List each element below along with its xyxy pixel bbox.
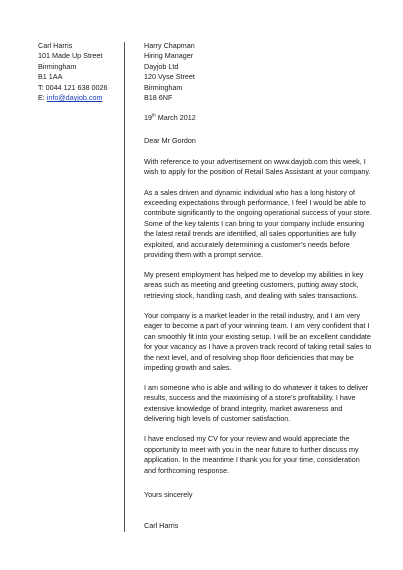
sender-address-line: 101 Made Up Street bbox=[38, 51, 103, 61]
recipient-address-block bbox=[144, 41, 344, 103]
sender-email-row bbox=[38, 93, 120, 103]
sender-postcode: B1 1AA bbox=[38, 72, 63, 82]
closing-line: Yours sincerely bbox=[144, 490, 193, 499]
body-paragraph: My present employment has helped me to develop my abilities in key areas such as meeting and greeting customers, putting away stock, retrieving stock, handling cash, and dealing with sales transactions. bbox=[144, 270, 364, 300]
letter-date bbox=[144, 113, 196, 123]
body-paragraph: I have enclosed my CV for your review and would appreciate the opportunity to meet with you in the near future to further discuss my application. In the meantime I thank you for your time, consideration and forthcoming response. bbox=[144, 434, 360, 475]
sender-email-prefix: E: bbox=[38, 93, 47, 103]
sender-phone: T: 0044 121 638 0026 bbox=[38, 82, 108, 92]
body-paragraph: As a sales driven and dynamic individual who has a long history of exceeding expectations through performance, I feel I would be able to contribute significantly to the ongoing operational success of your store. Some of the key talents I can bring to your company include ensuring the latest retail trends are identified, all sales opportunities are fully exploited, and accurately determining a customer’s needs before providing them with a prompt service. bbox=[144, 187, 372, 259]
vertical-divider bbox=[124, 42, 125, 532]
recipient-title: Hiring Manager bbox=[144, 51, 194, 61]
sender-city: Birmingham bbox=[38, 61, 77, 71]
sender-address-block bbox=[38, 41, 120, 103]
recipient-name: Harry Chapman bbox=[144, 41, 195, 50]
letter-body bbox=[144, 157, 372, 486]
body-paragraph: I am someone who is able and willing to do whatever it takes to deliver results, success and the maximising of a store’s profitability. I have extensive knowledge of brand integrity, market awareness and delivering high levels of customer satisfaction. bbox=[144, 383, 369, 424]
sender-name: Carl Harris bbox=[38, 41, 73, 50]
recipient-city: Birmingham bbox=[144, 82, 183, 92]
recipient-address-line: 120 Vyse Street bbox=[144, 72, 195, 82]
body-paragraph: With reference to your advertisement on www.dayjob.com this week, I wish to apply for the position of Retail Sales Assistant at your company. bbox=[144, 157, 371, 177]
date-month-year: March 2012 bbox=[155, 113, 196, 122]
recipient-postcode: B18 6NF bbox=[144, 93, 173, 103]
date-day: 19 bbox=[144, 113, 152, 122]
signature-name: Carl Harris bbox=[144, 521, 179, 530]
sender-email-link[interactable]: info@dayjob.com bbox=[46, 93, 103, 103]
recipient-company: Dayjob Ltd bbox=[144, 61, 179, 71]
salutation: Dear Mr Gordon bbox=[144, 136, 196, 145]
body-paragraph: Your company is a market leader in the retail industry, and I am very eager to become a part of your winning team. I am very confident that I can smoothly fit into your existing setup. I will be an excellent candidate for your vacancy as I have a proven track record of taking retail sales to the next level, and of resolving shop floor deficiencies that may be impeding growth and sales. bbox=[144, 310, 372, 372]
date-suffix: th bbox=[152, 112, 156, 118]
